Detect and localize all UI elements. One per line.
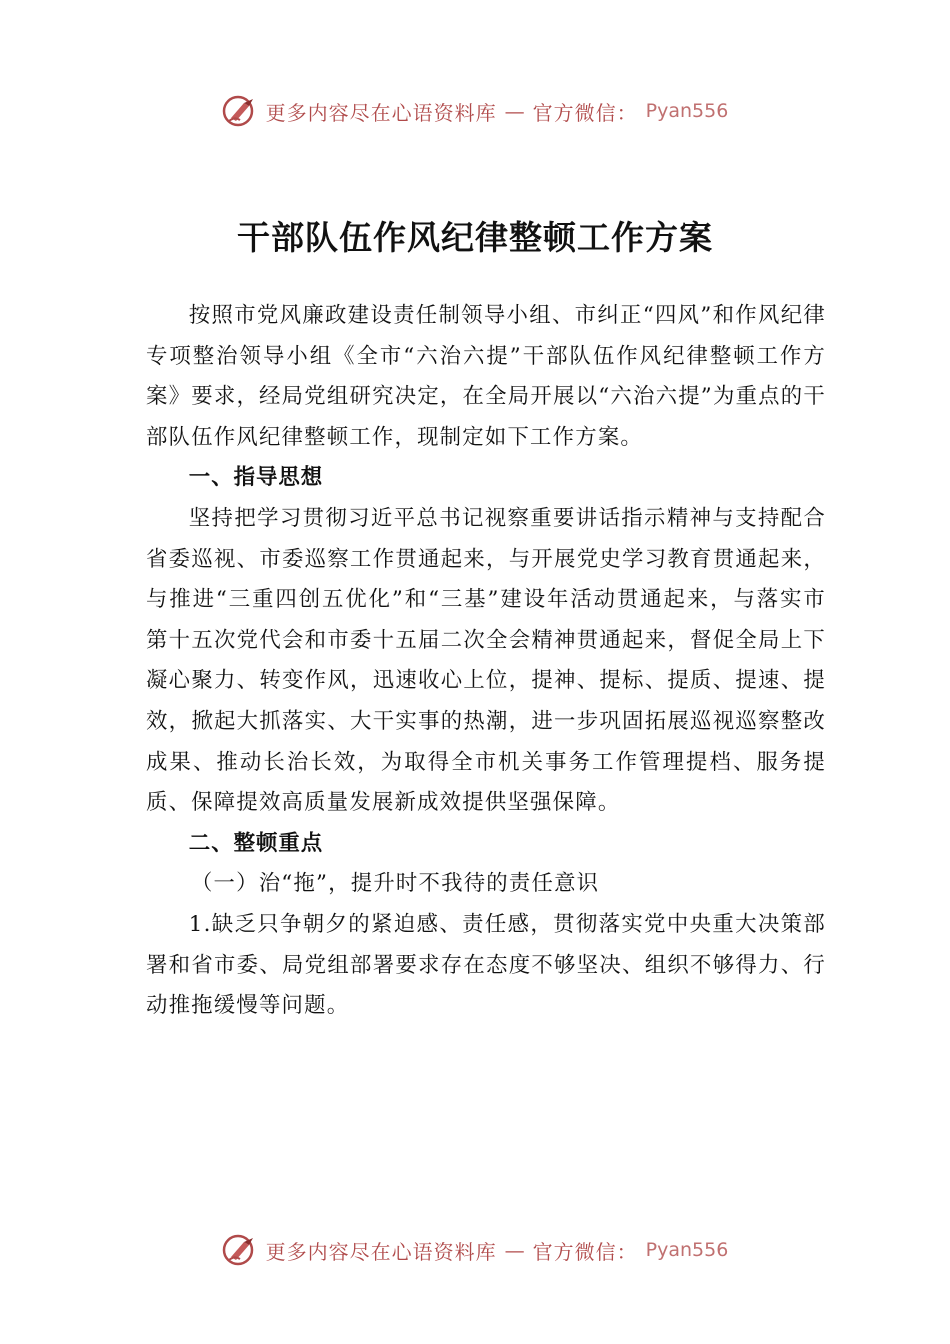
section-2-heading: 二、整顿重点 [188,830,324,856]
subsection-1-heading: （一）治“拖”，提升时不我待的责任意识 [190,871,600,897]
banner-wechat-label: 官方微信： [532,100,638,125]
section-1-paragraph: 坚持把学习贯彻习近平总书记视察重要讲话指示精神与支持配合省委巡视、市委巡察工作贯通起来，与开展党史学习教育贯通起来，与推进“三重四创五优化”和“三基”建设年活动贯通起来，与落实市第十五次党代会和市委十五届二次全会精神贯通起来，督促全局上下凝心聚力、转变作风，迅速收心上位，提神、提标、提质、提速、提效，掀起大抓落实、大干实事的热潮，进一步巩固拓展巡视巡察整改成果、推动长治长效，为取得全市机关事务工作管理提档、服务提质、保障提效高质量发展新成效提供坚强保障。 [146,505,826,816]
banner-label: 更多内容尽在心语资料库 [265,100,497,125]
banner-label: 更多内容尽在心语资料库 [265,1239,497,1264]
banner-separator: — [504,1238,525,1262]
pen-nib-logo-icon [222,94,258,128]
document-body [146,296,826,1027]
banner-wechat-id: Pyan556 [645,1239,729,1261]
banner-separator: — [504,99,525,123]
item-1-paragraph: 1.缺乏只争朝夕的紧迫感、责任感，贯彻落实党中央重大决策部署和省市委、局党组部署要求存在态度不够坚决、组织不够得力、行动推拖缓慢等问题。 [146,911,826,1019]
document-title: 干部队伍作风纪律整顿工作方案 [237,218,713,257]
footer-watermark-banner [0,1233,950,1267]
pen-nib-logo-icon [222,1233,258,1267]
banner-wechat-label: 官方微信： [532,1239,638,1264]
intro-paragraph: 按照市党风廉政建设责任制领导小组、市纠正“四风”和作风纪律专项整治领导小组《全市“六治六提”干部队伍作风纪律整顿工作方案》要求，经局党组研究决定，在全局开展以“六治六提”为重点的干部队伍作风纪律整顿工作，现制定如下工作方案。 [146,303,826,450]
banner-wechat-id: Pyan556 [645,100,729,122]
header-watermark-banner [0,94,950,128]
section-1-heading: 一、指导思想 [188,465,324,491]
